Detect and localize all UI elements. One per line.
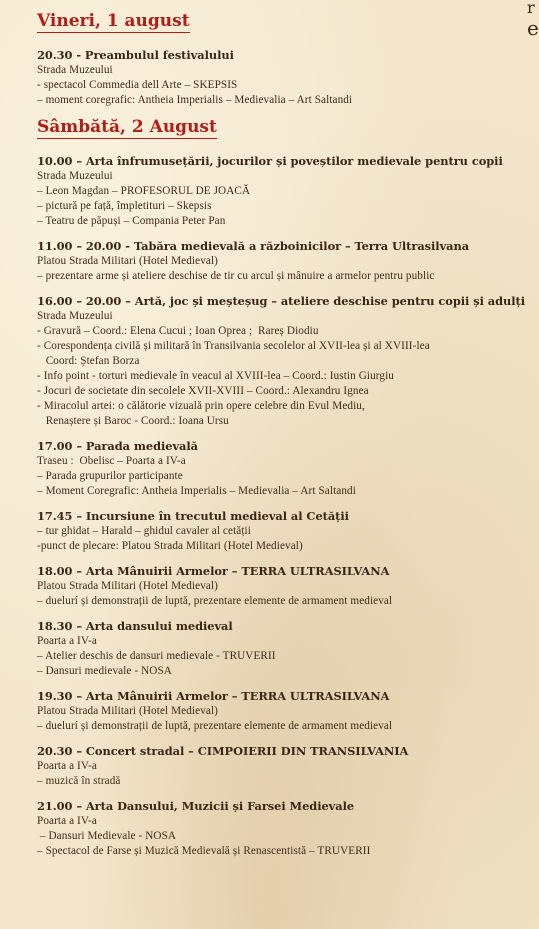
event-title: 17.00 – Parada medievală xyxy=(37,439,198,453)
event-detail: – tur ghidat – Harald – ghidul cavaler al cetății xyxy=(37,525,251,537)
event-detail: – prezentare arme și ateliere deschise de tir cu arcul și mânuire a armelor pentru public xyxy=(37,270,435,282)
event-title: 16.00 – 20.00 – Artă, joc și meșteșug – ateliere deschise pentru copii și adulți xyxy=(37,294,526,308)
event-detail: - Corespondența civilă și militară în Transilvania secolelor al XVII-lea și al XVIII-lea xyxy=(37,340,430,352)
event-location: Strada Muzeului xyxy=(37,64,113,76)
event-detail: – moment coregrafic: Antheia Imperialis – Medievalia – Art Saltandi xyxy=(37,94,353,106)
event-detail: – Parada grupurilor participante xyxy=(37,470,183,482)
day-heading: Sâmbătă, 2 August xyxy=(37,117,217,137)
event-location: Poarta a IV-a xyxy=(37,760,97,772)
event-title: 18.30 – Arta dansului medieval xyxy=(37,619,233,633)
day-heading: Vineri, 1 august xyxy=(37,11,190,31)
program-event xyxy=(37,689,537,734)
event-detail: – Dansuri Medievale - NOSA xyxy=(37,830,177,842)
event-title: 19.30 – Arta Mânuirii Armelor – TERRA ULTRASILVANA xyxy=(37,689,390,703)
event-detail: Renaștere și Baroc - Coord.: Ioana Ursu xyxy=(37,415,229,427)
program-event xyxy=(37,619,537,679)
event-detail: – duelurí și demonstrații de luptă, prezentare elemente de armament medieval xyxy=(37,720,393,732)
event-detail: -punct de plecare: Platou Strada Militari (Hotel Medieval) xyxy=(37,540,303,552)
event-location: Traseu : Obelisc – Poarta a IV-a xyxy=(37,455,186,467)
event-title: 10.00 – Arta înfrumusețării, jocurilor și poveștilor medievale pentru copii xyxy=(37,154,503,168)
event-detail: - spectacol Commedia dell Arte – SKEPSIS xyxy=(37,79,238,91)
event-detail: – Moment Coregrafic: Antheia Imperialis – Medievalia – Art Saltandi xyxy=(37,485,356,497)
event-title: 20.30 – Concert stradal – CIMPOIERII DIN TRANSILVANIA xyxy=(37,744,409,758)
day-heading-wrap xyxy=(37,10,537,38)
event-detail: - Gravură – Coord.: Elena Cucui ; Ioan Oprea ; Rareș Diodiu xyxy=(37,325,319,337)
event-detail: - Miracolul artei: o călătorie vizuală prin opere celebre din Evul Mediu, xyxy=(37,400,365,412)
event-detail: – Dansuri medievale - NOSA xyxy=(37,665,172,677)
day-section xyxy=(37,10,537,108)
event-title: 20.30 - Preambulul festivalului xyxy=(37,48,234,62)
program-event xyxy=(37,239,537,284)
event-location: Strada Muzeului xyxy=(37,170,113,182)
event-detail: – Atelier deschis de dansuri medievale - TRUVERII xyxy=(37,650,276,662)
day-section xyxy=(37,116,537,859)
day-heading-wrap xyxy=(37,116,537,144)
cut-off-edge-text: r xyxy=(527,0,535,17)
event-detail: – pictură pe față, împletituri – Skepsis xyxy=(37,200,212,212)
event-detail: Coord: Ștefan Borza xyxy=(37,355,140,367)
event-location: Platou Strada Militari (Hotel Medieval) xyxy=(37,705,218,717)
event-detail: – Teatru de păpuși – Compania Peter Pan xyxy=(37,215,226,227)
event-title: 17.45 – Incursiune în trecutul medieval al Cetății xyxy=(37,509,349,523)
program-event xyxy=(37,564,537,609)
event-title: 21.00 – Arta Dansului, Muzicii și Farsei Medievale xyxy=(37,799,355,813)
program-event xyxy=(37,744,537,789)
event-title: 11.00 – 20.00 - Tabăra medievală a războinicilor – Terra Ultrasilvana xyxy=(37,239,470,253)
event-location: Poarta a IV-a xyxy=(37,635,97,647)
event-detail: – Spectacol de Farse și Muzică Medievală și Renascentistă – TRUVERII xyxy=(37,845,371,857)
program-event xyxy=(37,294,537,429)
event-location: Poarta a IV-a xyxy=(37,815,97,827)
program-event xyxy=(37,48,537,108)
event-detail: – muzică în stradă xyxy=(37,775,121,787)
festival-program xyxy=(37,10,537,859)
event-title: 18.00 – Arta Mânuirii Armelor – TERRA ULTRASILVANA xyxy=(37,564,390,578)
program-event xyxy=(37,154,537,229)
program-event xyxy=(37,509,537,554)
cut-off-edge-text: e xyxy=(527,16,539,40)
event-location: Platou Strada Militari (Hotel Medieval) xyxy=(37,580,218,592)
program-event xyxy=(37,799,537,859)
event-detail: - Jocuri de societate din secolele XVII-XVIII – Coord.: Alexandru Ignea xyxy=(37,385,369,397)
event-location: Strada Muzeului xyxy=(37,310,113,322)
event-detail: – Leon Magdan – PROFESORUL DE JOACĂ xyxy=(37,185,251,197)
event-location: Platou Strada Militari (Hotel Medieval) xyxy=(37,255,218,267)
program-event xyxy=(37,439,537,499)
event-detail: - Info point - torturi medievale în veacul al XVIII-lea – Coord.: Iustin Giurgiu xyxy=(37,370,394,382)
event-detail: – duelurí și demonstrații de luptă, prezentare elemente de armament medieval xyxy=(37,595,393,607)
